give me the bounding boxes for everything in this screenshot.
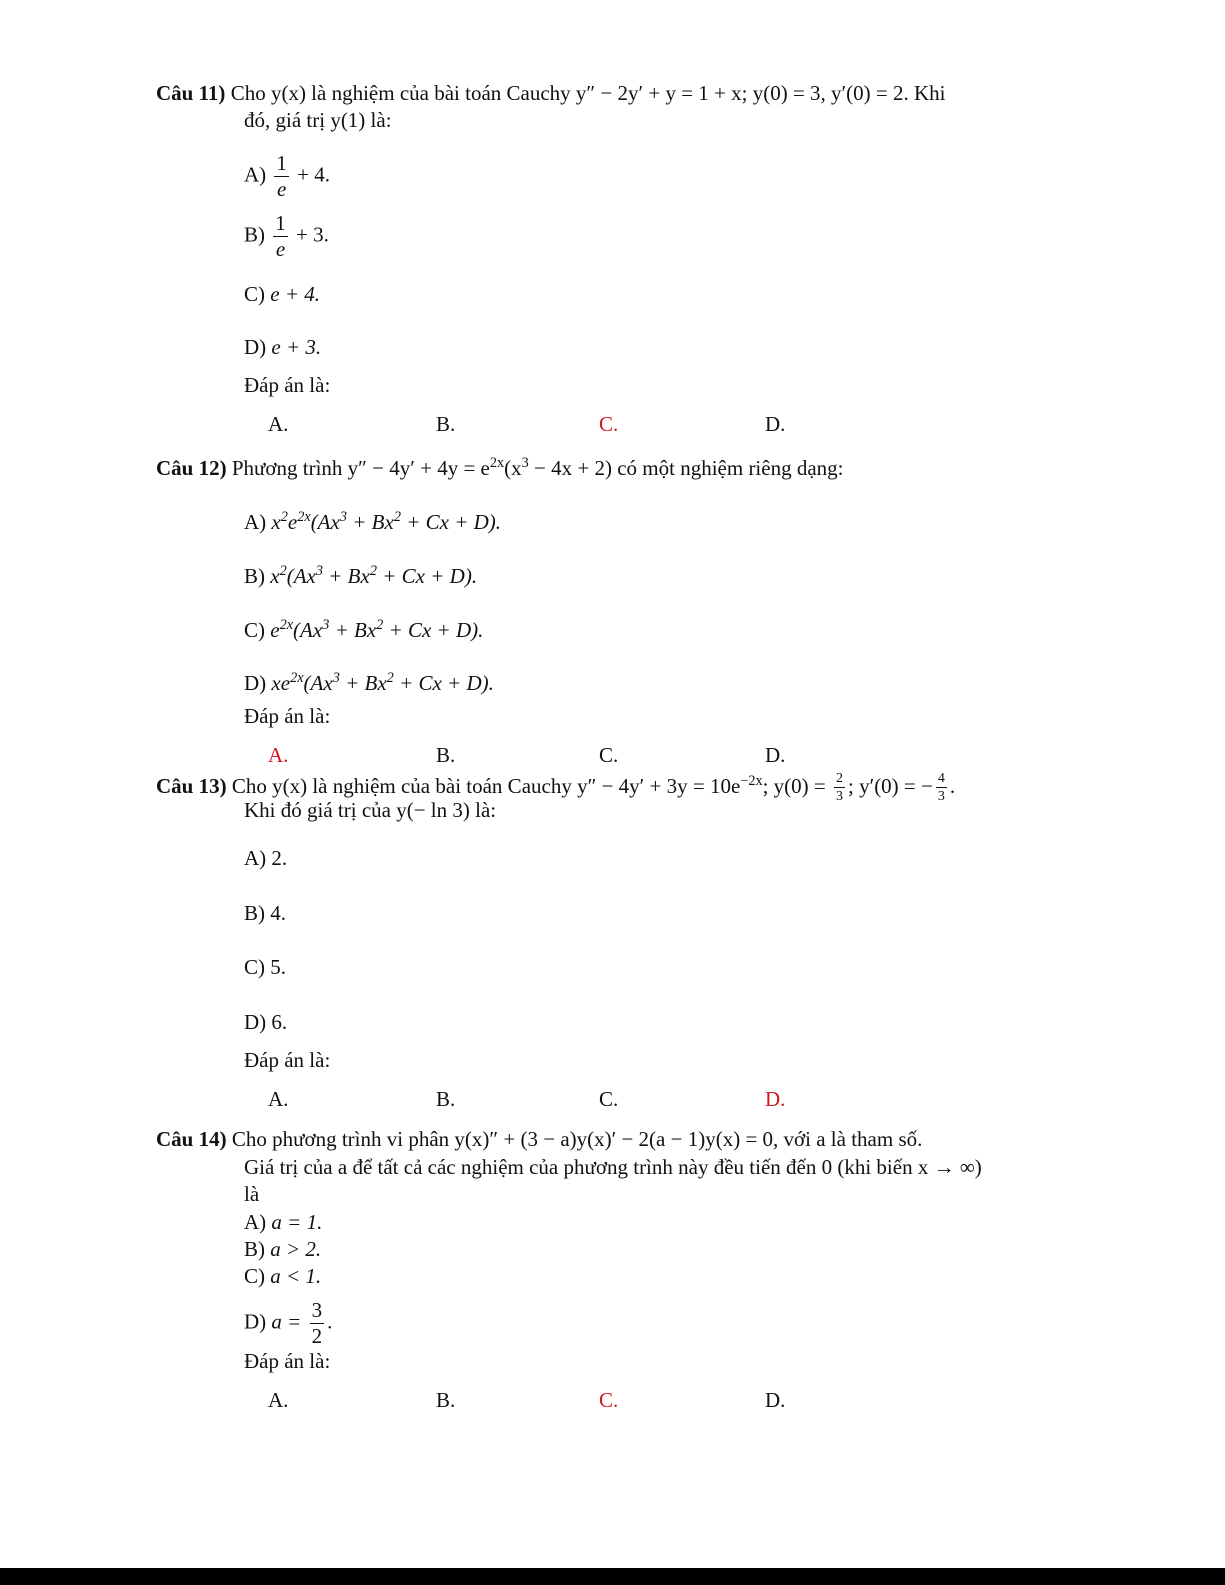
q12-answer-c: C.: [599, 743, 619, 767]
q14-answer-c: C.: [599, 1388, 619, 1412]
q12-answer-b: B.: [436, 743, 456, 767]
q14-option-a: A) a = 1.: [244, 1210, 323, 1234]
fraction: $\frac{1}{e}$: [276, 151, 287, 201]
question-11-stem-cont: đó, giá trị y(1) là:: [244, 108, 392, 132]
q11-answer-a: A.: [268, 412, 289, 436]
question-14-stem-cont2: là: [244, 1182, 260, 1206]
q13-answer-c: C.: [599, 1087, 619, 1111]
question-number: Câu 12): [156, 456, 227, 480]
q13-option-b: B) 4.: [244, 901, 286, 925]
question-11-stem: [156, 80, 945, 106]
q14-answer-a: A.: [268, 1388, 289, 1412]
q14-answer-d: D.: [765, 1388, 786, 1412]
fraction: $\frac{3}{2}$: [311, 1298, 323, 1348]
question-text: Cho y(x) là nghiệm của bài toán Cauchy y″ − 2y′ + y = 1 + x; y(0) = 3, y′(0) = 2. Khi: [230, 81, 946, 105]
q14-option-b: B) a > 2.: [244, 1237, 322, 1261]
q11-answer-b: B.: [436, 412, 456, 436]
answer-label: Đáp án là:: [244, 1349, 331, 1373]
q11-answer-c: C.: [599, 412, 619, 436]
q14-option-c: C) a < 1.: [244, 1264, 322, 1288]
question-13-stem: Câu 13) Cho y(x) là nghiệm của bài toán Cauchy $y'' - 4y' + 3y = 10e^{-2x}$; y(0) = $\frac{2}{3}$ ; y′(0) = − $\frac{4}{3}$ .: [156, 771, 956, 805]
fraction: $\frac{2}{3}$: [836, 771, 844, 805]
q13-answer-a: A.: [268, 1087, 289, 1111]
page-bottom-border: [0, 1568, 1225, 1585]
q13-option-a: A) 2.: [244, 846, 288, 870]
q12-option-a: A) $x^2e^{2x}(Ax^3 + Bx^2 + Cx + D)$.: [244, 509, 502, 534]
q14-answer-b: B.: [436, 1388, 456, 1412]
q11-option-b: B) $\frac{1}{e}$ + 3.: [244, 211, 329, 261]
question-number: Câu 13): [156, 774, 227, 798]
question-14-stem: Câu 14) Cho phương trình vi phân y(x)″ + (3 − a)y(x)′ − 2(a − 1)y(x) = 0, với a là tham số.: [156, 1127, 923, 1151]
q12-answer-a: A.: [268, 743, 289, 767]
question-number: Câu 14): [156, 1127, 227, 1151]
q12-answer-d: D.: [765, 743, 786, 767]
q12-option-d: D) $xe^{2x}(Ax^3 + Bx^2 + Cx + D)$.: [244, 670, 494, 695]
question-14-stem-cont: Giá trị của a để tất cả các nghiệm của phương trình này đều tiến đến 0 (khi biến x → ∞): [244, 1155, 982, 1179]
q12-option-b: B) $x^2(Ax^3 + Bx^2 + Cx + D)$.: [244, 563, 478, 588]
answer-label: Đáp án là:: [244, 373, 331, 397]
fraction: $\frac{4}{3}$: [937, 771, 945, 805]
q13-answer-d: D.: [765, 1087, 786, 1111]
answer-label: Đáp án là:: [244, 704, 331, 728]
q13-answer-b: B.: [436, 1087, 456, 1111]
q11-option-a: A) $\frac{1}{e}$ + 4.: [244, 151, 331, 201]
q11-option-c: C) e + 4.: [244, 282, 320, 306]
fraction: $\frac{1}{e}$: [275, 211, 286, 261]
question-number: Câu 11): [156, 81, 226, 105]
answer-label: Đáp án là:: [244, 1048, 331, 1072]
q14-option-d: D) a = $\frac{3}{2}$ .: [244, 1298, 333, 1348]
q13-option-d: D) 6.: [244, 1010, 288, 1034]
q12-option-c: C) $e^{2x}(Ax^3 + Bx^2 + Cx + D)$.: [244, 617, 484, 642]
question-13-stem-cont: Khi đó giá trị của y(− ln 3) là:: [244, 798, 497, 822]
question-12-stem: Câu 12) Phương trình $y'' - 4y' + 4y = e^{2x}(x^3 - 4x + 2)$ có một nghiệm riêng dạng:: [156, 455, 844, 480]
q11-answer-d: D.: [765, 412, 786, 436]
q13-option-c: C) 5.: [244, 955, 286, 979]
q11-option-d: D) e + 3.: [244, 335, 322, 359]
